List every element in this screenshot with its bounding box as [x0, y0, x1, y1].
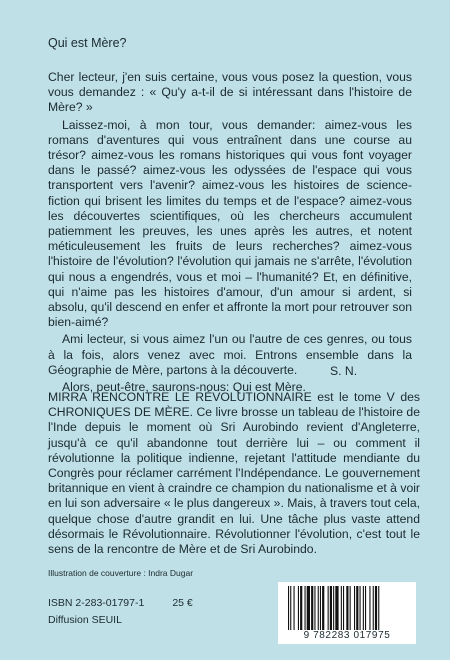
intro-text	[48, 70, 412, 395]
heading: Qui est Mère?	[48, 36, 127, 50]
price: 25 €	[172, 597, 193, 609]
book-description	[48, 390, 420, 557]
description-text: . Ce livre brosse un tableau de l'histoire de l'Inde depuis le moment où Sri Aurobindo revient d'Angleterre, jusqu'à ce qu'il abandonne tout derrière lui – ou comment il révolutionne la politique indienne, rejetant l'attitude mendiante du Congrès pour réclamer carrément l'Indépendance. Le gouvernement britannique en vient à craindre ce champion du nationalisme et à voir en lui son adversaire « le plus dangereux ». Mais, à travers tout cela, quelque chose d'autre grandit en lui. Une tâche plus vaste attend désormais le Révolutionnaire. Révolutionner l'évolution, c'est tout le sens de la rencontre de Mère et de Sri Aurobindo.	[48, 405, 420, 557]
signature: S. N.	[330, 364, 358, 378]
isbn-row	[48, 597, 193, 609]
isbn: ISBN 2-283-01797-1	[48, 597, 145, 609]
series-title: CHRONIQUES DE MÈRE	[48, 405, 190, 420]
description-text: est le tome V des	[311, 390, 420, 404]
intro-paragraph: Laissez-moi, à mon tour, vous demander: aimez-vous les romans d'aventures qui vous entraînent dans une course au trésor? aimez-vous les romans historiques qui vous font voyager dans le passé? aimez-vous les odyssées de l'espace qui vous transportent vers l'avenir? aimez-vous les histoires de science-fiction qui brisent les limites du temps et de l'espace? aimez-vous les découvertes scientifiques, où les chercheurs accumulent patiemment les preuves, les unes après les autres, et notent méticuleusement les fruits de leurs recherches? aimez-vous l'histoire de l'évolution? l'évolution qui jamais ne s'arrête, l'évolution qui nous a engendrés, vous et moi – l'humanité? Et, en définitive, qui n'aime pas les histoires d'amour, d'un amour si ardent, si absolu, qu'il descend en enfer et affronte la mort pour retrouver son bien-aimé?	[48, 117, 412, 330]
book-title: MIRRA RENCONTRE LE RÉVOLUTIONNAIRE	[48, 390, 312, 404]
distributor: Diffusion SEUIL	[48, 614, 122, 626]
intro-paragraph: Alors, peut-être, saurons-nous: Qui est Mère.	[62, 380, 306, 395]
barcode-bars-icon	[286, 586, 408, 630]
barcode-number: 9 782283 017975	[303, 630, 391, 641]
cover-credit: Illustration de couverture : Indra Dugar	[48, 568, 194, 578]
intro-paragraph: Ami lecteur, si vous aimez l'un ou l'autre de ces genres, ou tous à la fois, alors venez avec moi. Entrons ensemble dans la Géographie de Mère, partons à la découverte.	[48, 332, 412, 377]
barcode	[278, 582, 416, 644]
intro-paragraph: Cher lecteur, j'en suis certaine, vous vous posez la question, vous vous demandez : « Qu'y a-t-il de si intéressant dans l'histoire de Mère? »	[48, 70, 412, 115]
